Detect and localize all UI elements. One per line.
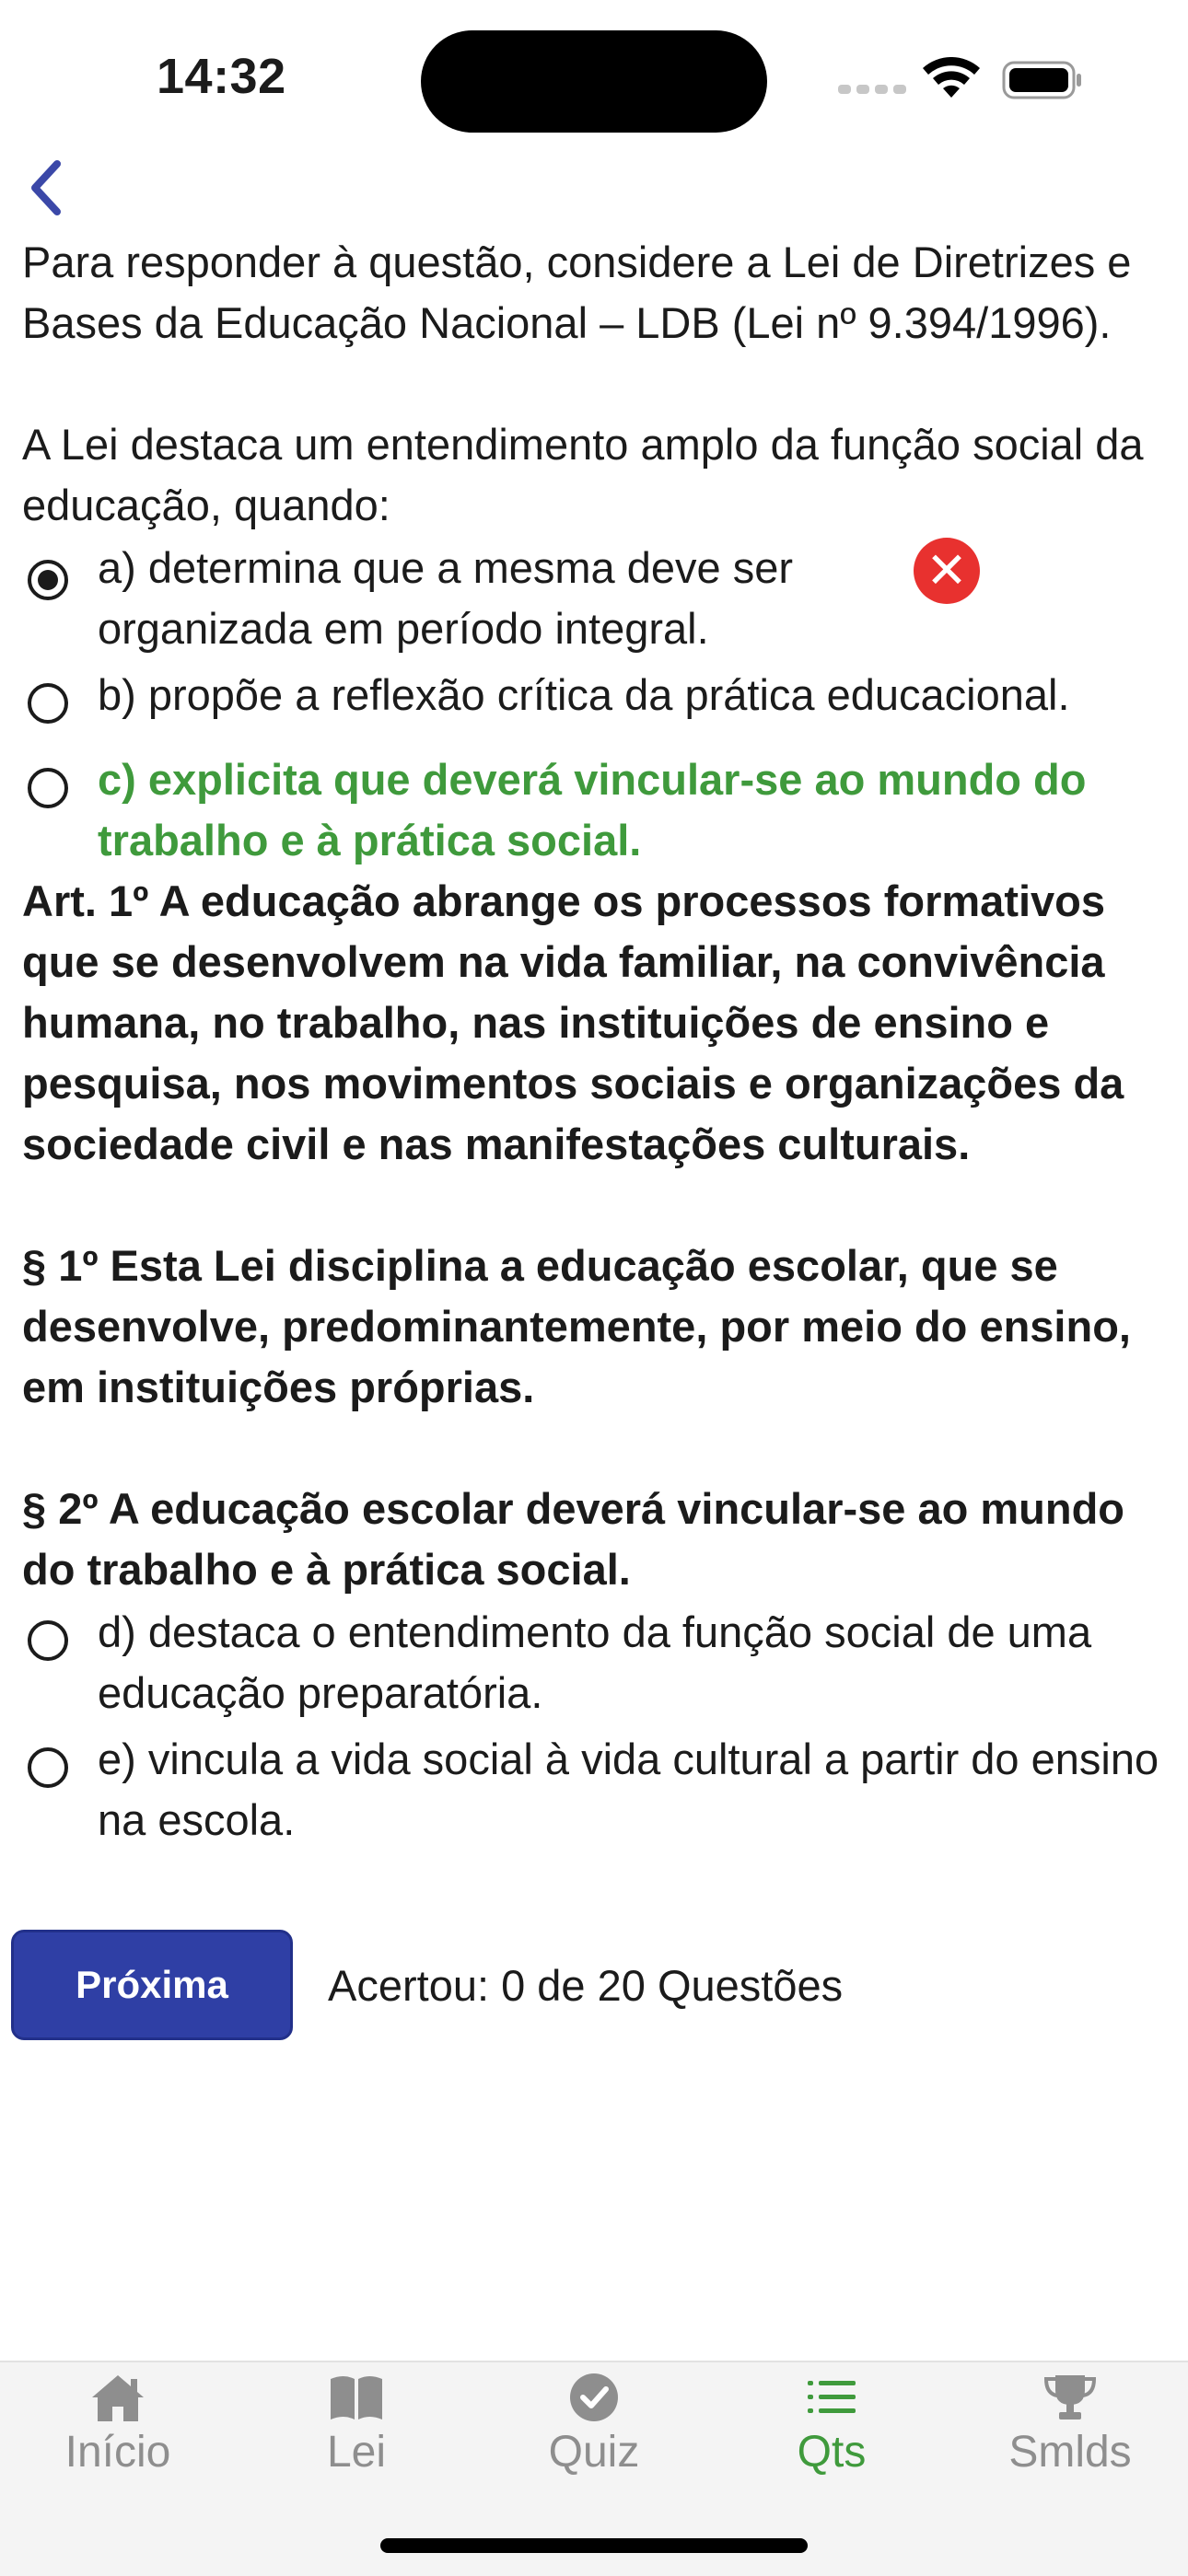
tab-quiz-label: Quiz bbox=[548, 2428, 640, 2477]
dynamic-island bbox=[421, 30, 767, 133]
question-content bbox=[22, 232, 1169, 1851]
trophy-icon bbox=[1041, 2372, 1100, 2423]
wrong-answer-icon: ✕ bbox=[914, 538, 980, 604]
back-chevron-icon[interactable] bbox=[20, 155, 76, 221]
tab-qts-label: Qts bbox=[797, 2428, 867, 2477]
list-icon bbox=[802, 2372, 861, 2423]
house-icon bbox=[88, 2372, 147, 2423]
tab-smlds[interactable] bbox=[978, 2372, 1162, 2477]
checkmark-circle-icon bbox=[565, 2372, 623, 2423]
battery-icon bbox=[1004, 63, 1081, 98]
question-text: Para responder à questão, considere a Lei de Diretrizes e Bases da Educação Nacional – LDB (Lei nº 9.394/1996). A Lei destaca um entendimento amplo da função social da educação, quando: bbox=[22, 238, 1144, 529]
status-time: 14:32 bbox=[157, 49, 286, 104]
book-icon bbox=[327, 2372, 386, 2423]
explanation-text: Art. 1º A educação abrange os processos formativos que se desenvolvem na vida familiar, na convivência humana, no trabalho, nas instituições de ensino e pesquisa, nos movimentos sociais e organizações da sociedade civil e nas manifestações culturais. § 1º Esta Lei disciplina a educação escolar, que se desenvolve, predominantemente, por meio do ensino, em instituições próprias. § 2º A educação escolar deverá vincular-se ao mundo do trabalho e à prática social. bbox=[22, 876, 1131, 1594]
tab-inicio[interactable] bbox=[26, 2372, 210, 2477]
tab-inicio-label: Início bbox=[64, 2428, 171, 2477]
option-e[interactable] bbox=[22, 1729, 1169, 1851]
home-indicator bbox=[380, 2538, 808, 2553]
radio-unselected-icon[interactable] bbox=[28, 1620, 68, 1661]
option-c-label: c) explicita que deverá vincular-se ao mundo do trabalho e à prática social. bbox=[98, 755, 1087, 864]
radio-selected-icon[interactable] bbox=[28, 560, 68, 600]
radio-unselected-icon[interactable] bbox=[28, 683, 68, 724]
option-d[interactable] bbox=[22, 1602, 1169, 1723]
radio-unselected-icon[interactable] bbox=[28, 1747, 68, 1788]
option-a[interactable] bbox=[22, 538, 1169, 659]
option-c[interactable] bbox=[22, 749, 1169, 871]
option-e-label: e) vincula a vida social à vida cultural a partir do ensino na escola. bbox=[98, 1735, 1159, 1844]
option-b[interactable] bbox=[22, 665, 1169, 725]
footer-row bbox=[11, 1930, 843, 2040]
tab-lei-label: Lei bbox=[326, 2428, 387, 2477]
status-icons bbox=[838, 57, 1087, 103]
wifi-icon bbox=[923, 57, 980, 98]
radio-unselected-icon[interactable] bbox=[28, 768, 68, 808]
tab-lei[interactable] bbox=[264, 2372, 448, 2477]
cellular-signal-icon bbox=[838, 85, 906, 94]
next-button[interactable]: Próxima bbox=[11, 1930, 293, 2040]
option-a-label: a) determina que a mesma deve ser organizada em período integral. bbox=[98, 543, 793, 653]
tab-qts[interactable] bbox=[740, 2372, 924, 2477]
tab-quiz[interactable] bbox=[502, 2372, 686, 2477]
score-text: Acertou: 0 de 20 Questões bbox=[328, 1960, 844, 2010]
tab-smlds-label: Smlds bbox=[1008, 2428, 1132, 2477]
option-d-label: d) destaca o entendimento da função social de uma educação preparatória. bbox=[98, 1607, 1092, 1717]
option-b-label: b) propõe a reflexão crítica da prática educacional. bbox=[98, 670, 1070, 719]
